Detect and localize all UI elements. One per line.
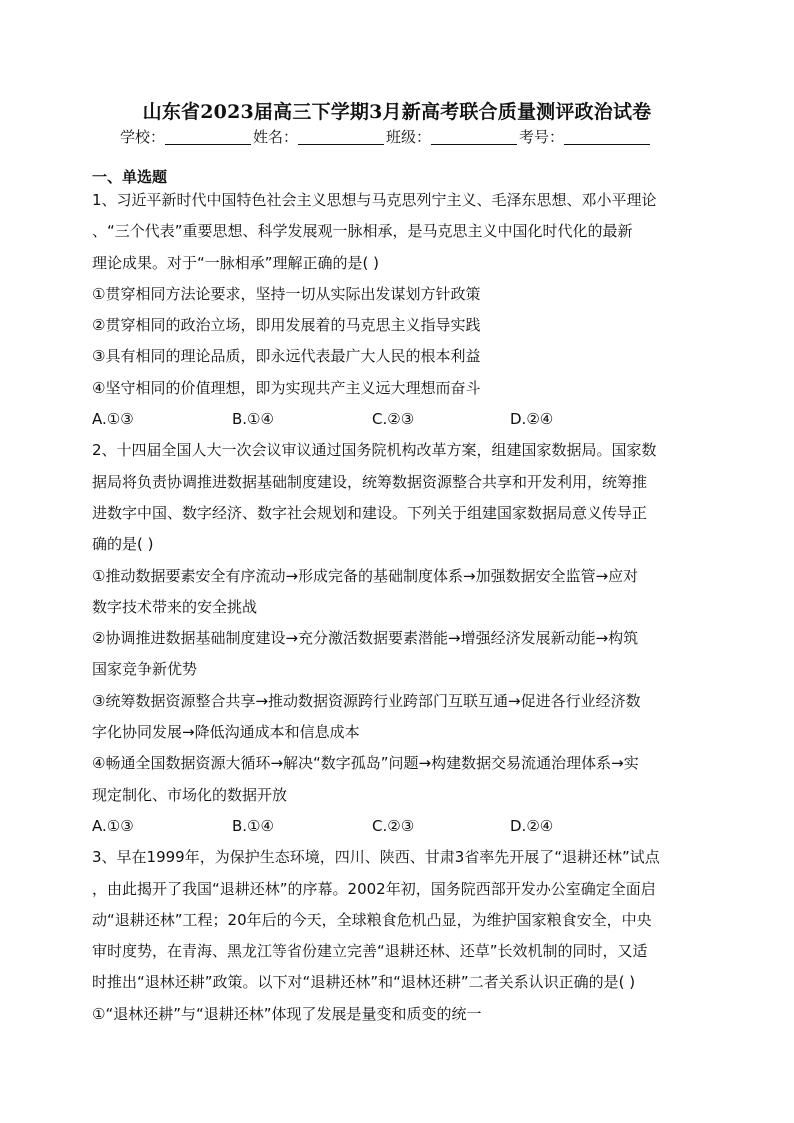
statement-item: ②贯穿相同的政治立场，即用发展着的马克思主义指导实践 [92,316,481,335]
number-blank[interactable] [564,129,650,145]
name-blank[interactable] [298,129,384,145]
statement-item: ③具有相同的理论品质，即永远代表最广大人民的根本利益 [92,347,481,366]
page-title: 山东省2023届高三下学期3月新高考联合质量测评政治试卷 [142,101,652,123]
statement-item: 国家竞争新优势 [92,660,198,679]
class-label: 班级： [386,128,432,146]
questions-body [92,185,704,1030]
option-d[interactable]: D.②④ [510,410,554,429]
option-b[interactable]: B.①④ [232,816,274,835]
question-stem-line: 确的是( ) [92,535,154,554]
statement-item: ①推动数据要素安全有序流动→形成完备的基础制度体系→加强数据安全监管→应对 [92,566,639,585]
question-stem-line: 理论成果。对于“一脉相承”理解正确的是( ) [92,253,380,272]
statement-item: ①贯穿相同方法论要求，坚持一切从实际出发谋划方针政策 [92,284,481,303]
statement-item: ②协调推进数据基础制度建设→充分激活数据要素潜能→增强经济发展新动能→构筑 [92,629,639,648]
question-stem-line: ，由此揭开了我国“退耕还林”的序幕。2002年初，国务院西部开发办公室确定全面启 [92,879,656,898]
option-a[interactable]: A.①③ [92,816,134,835]
question-1 [92,185,704,435]
question-stem-line: 据局将负责协调推进数据基础制度建设，统筹数据资源整合共享和开发利用，统筹推 [92,472,648,491]
statement-item: ④畅通全国数据资源大循环→解决“数字孤岛”问题→构建数据交易流通治理体系→实 [92,754,639,773]
question-3 [92,842,704,1030]
option-b[interactable]: B.①④ [232,410,274,429]
option-a[interactable]: A.①③ [92,410,134,429]
question-stem-line: 时推出“退林还耕”政策。以下对“退耕还林”和“退林还耕”二者关系认识正确的是( ) [92,973,636,992]
question-stem-line: 、“三个代表”重要思想、科学发展观一脉相承，是马克思主义中国化时代化的最新 [92,222,633,241]
name-label: 姓名： [253,128,299,146]
school-blank[interactable] [165,129,251,145]
question-2 [92,435,704,842]
option-c[interactable]: C.②③ [372,410,415,429]
option-d[interactable]: D.②④ [510,816,554,835]
section-heading: 一、单选题 [92,168,168,186]
question-stem-line: 1、习近平新时代中国特色社会主义思想与马克思列宁主义、毛泽东思想、邓小平理论 [92,191,657,209]
question-stem-line: 动“退耕还林”工程；20年后的今天，全球粮食危机凸显，为维护国家粮食安全，中央 [92,910,652,929]
statement-item: 数字技术带来的安全挑战 [92,597,258,616]
question-stem-line: 进数字中国、数字经济、数字社会规划和建设。下列关于组建国家数据局意义传导正 [92,503,648,522]
question-stem-line: 3、早在1999年，为保护生态环境，四川、陕西、甘肃3省率先开展了“退耕还林”试点 [92,848,660,867]
number-label: 考号： [519,128,565,146]
statement-item: ①“退林还耕”与“退耕还林”体现了发展是量变和质变的统一 [92,1004,482,1023]
statement-item: ③统筹数据资源整合共享→推动数据资源跨行业跨部门互联互通→促进各行业经济数 [92,691,641,710]
statement-item: 现定制化、市场化的数据开放 [92,785,288,804]
statement-item: ④坚守相同的价值理想，即为实现共产主义远大理想而奋斗 [92,378,481,397]
statement-item: 字化协同发展→降低沟通成本和信息成本 [92,723,360,742]
question-stem-line: 2、十四届全国人大一次会议审议通过国务院机构改革方案，组建国家数据局。国家数 [92,441,657,460]
answer-options [92,404,704,435]
student-info-line [120,126,680,147]
school-label: 学校： [120,128,166,146]
question-stem-line: 审时度势，在青海、黑龙江等省份建立完善“退耕还林、还草”长效机制的同时，又适 [92,942,648,961]
class-blank[interactable] [431,129,517,145]
answer-options [92,811,704,842]
option-c[interactable]: C.②③ [372,816,415,835]
